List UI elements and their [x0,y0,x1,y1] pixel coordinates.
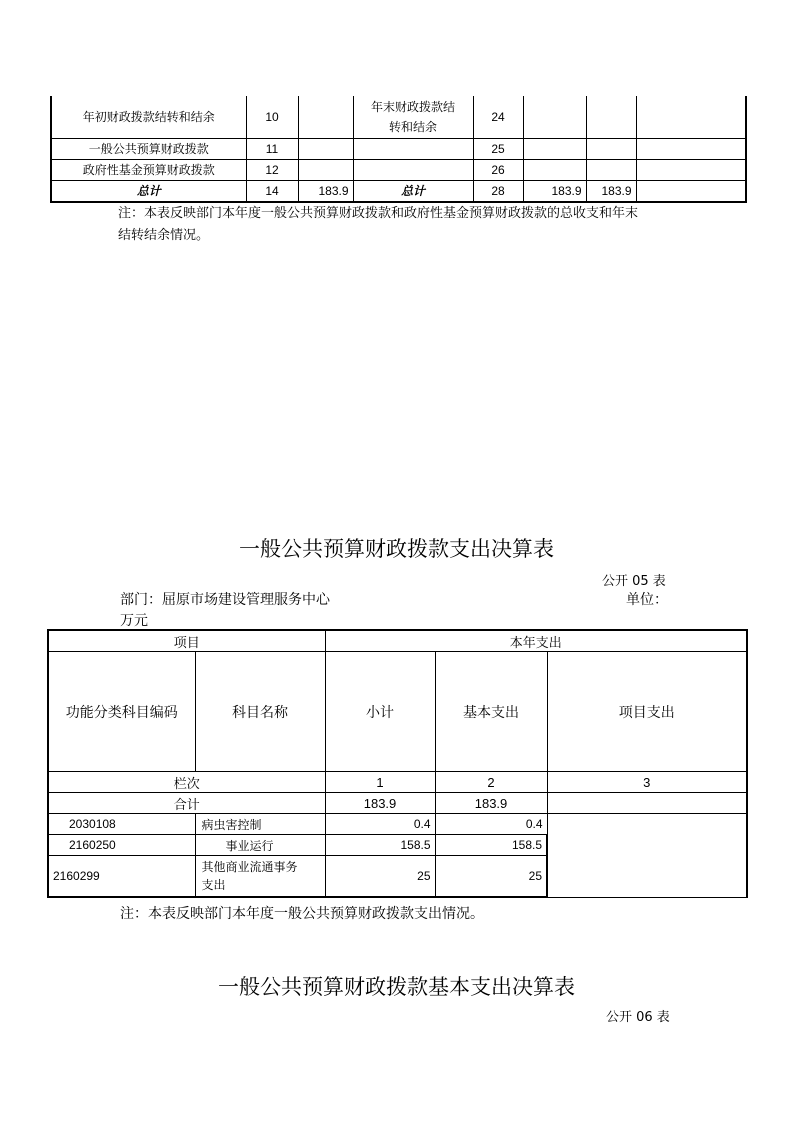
total-project [547,793,747,814]
header-row [48,630,747,652]
column-header-code: 功能分类科目编码 [48,652,195,772]
row-value [523,160,586,181]
column-index-row [48,772,747,793]
total-row [51,181,746,203]
row-number: 24 [473,96,523,139]
project-value [547,814,747,898]
row-value: 183.9 [586,181,636,203]
total-subtotal: 183.9 [325,793,435,814]
row-label [353,139,473,160]
subject-name: 病虫害控制 [195,814,325,835]
total-label: 合计 [48,793,325,814]
table-number: 公开 05 表 [602,574,666,589]
column-header-project: 项目支出 [547,652,747,772]
column-index: 2 [435,772,547,793]
row-value [298,160,353,181]
table-number: 公开 06 表 [606,1010,670,1025]
header-year-expenditure: 本年支出 [325,630,747,652]
general-budget-expenditure-table [47,629,748,898]
row-number: 11 [246,139,298,160]
row-number: 10 [246,96,298,139]
total-label: 总计 [353,181,473,203]
row-label: 政府性基金预算财政拨款 [51,160,246,181]
basic-value: 0.4 [435,814,547,835]
table-row [51,96,746,139]
column-index: 1 [325,772,435,793]
row-value [586,160,636,181]
total-row [48,793,747,814]
row-value [298,96,353,139]
row-number: 28 [473,181,523,203]
row-value [636,160,746,181]
note-line: 注：本表反映部门本年度一般公共预算财政拨款和政府性基金预算财政拨款的总收支和年末 [118,206,639,221]
row-number: 14 [246,181,298,203]
subject-name: 事业运行 [195,835,325,856]
unit-value: 万元 [120,613,148,629]
label-line: 转和结余 [388,120,437,134]
row-value: 183.9 [298,181,353,203]
header-row [48,652,747,772]
lanci-label: 栏次 [48,772,325,793]
basic-value: 25 [435,856,547,898]
table-note: 注：本表反映部门本年度一般公共预算财政拨款支出情况。 [120,906,484,922]
column-header-name: 科目名称 [195,652,325,772]
row-value [586,96,636,139]
subtotal-value: 0.4 [325,814,435,835]
column-index: 3 [547,772,747,793]
total-basic: 183.9 [435,793,547,814]
table-row [48,814,747,835]
row-value [586,139,636,160]
row-label: 年初财政拨款结转和结余 [51,96,246,139]
subtotal-value: 25 [325,856,435,898]
column-header-subtotal: 小计 [325,652,435,772]
name-line: 其他商业流通事务 [201,860,298,874]
label-line: 年末财政拨款结 [370,100,455,114]
row-label [353,96,473,139]
carryover-table [50,96,747,203]
table-note [118,203,638,247]
header-item: 项目 [48,630,325,652]
row-number: 26 [473,160,523,181]
row-value: 183.9 [523,181,586,203]
row-number: 25 [473,139,523,160]
table06-title: 一般公共预算财政拨款基本支出决算表 [218,975,575,999]
row-value [523,96,586,139]
subtotal-value: 158.5 [325,835,435,856]
row-value [636,96,746,139]
department-label: 部门：屈原市场建设管理服务中心 [120,592,330,608]
total-label: 总计 [51,181,246,203]
row-value [298,139,353,160]
table05-title: 一般公共预算财政拨款支出决算表 [239,537,554,561]
column-header-basic: 基本支出 [435,652,547,772]
row-label: 一般公共预算财政拨款 [51,139,246,160]
row-value [636,139,746,160]
basic-value: 158.5 [435,835,547,856]
row-value [636,181,746,203]
function-code: 2030108 [48,814,195,835]
unit-label: 单位： [626,592,668,608]
name-line: 支出 [201,878,226,892]
table-row [51,139,746,160]
note-line: 结转结余情况。 [118,228,210,243]
row-number: 12 [246,160,298,181]
row-value [523,139,586,160]
row-label [353,160,473,181]
subject-name [195,856,325,898]
table-row [51,160,746,181]
function-code: 2160299 [48,856,195,898]
function-code: 2160250 [48,835,195,856]
